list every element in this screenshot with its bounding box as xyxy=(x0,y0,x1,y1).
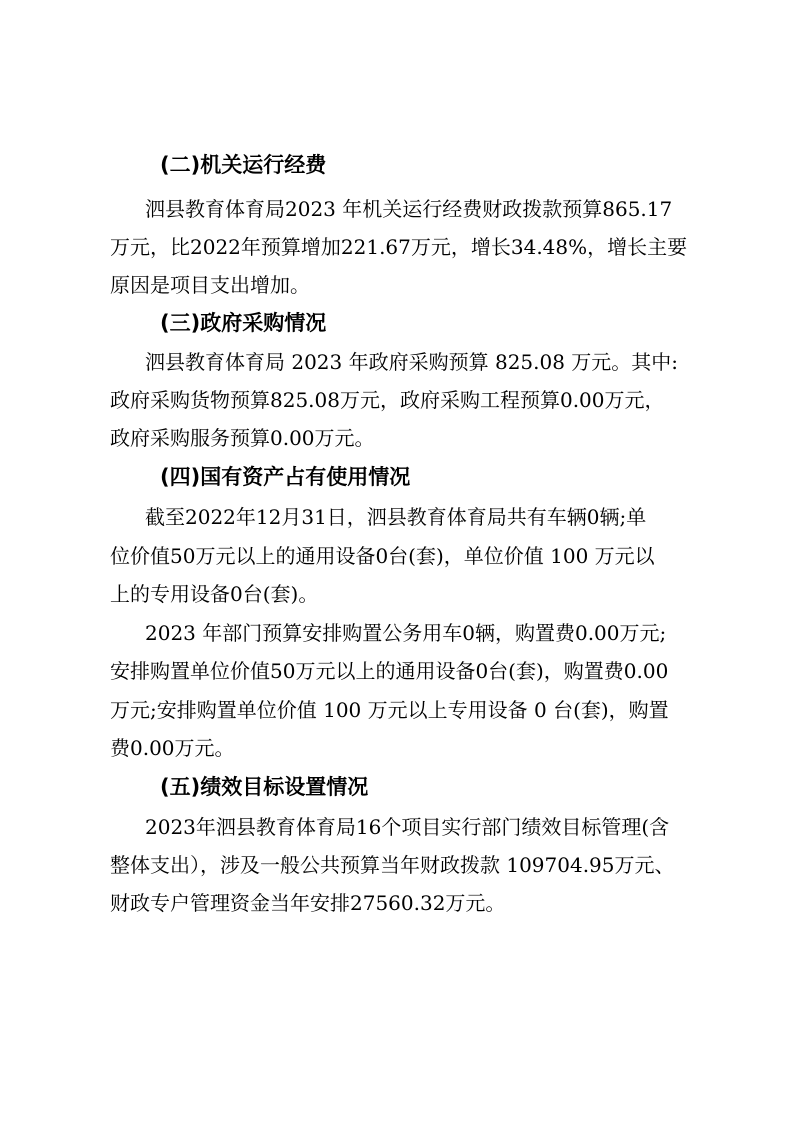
paragraph-line: 政府采购服务预算0.00万元。 xyxy=(110,426,375,450)
paragraph-line: 位价值50万元以上的通用设备0台(套)，单位价值 100 万元以 xyxy=(110,544,655,568)
paragraph-line: 政府采购货物预算825.08万元，政府采购工程预算0.00万元， xyxy=(110,388,665,412)
paragraph-line: 安排购置单位价值50万元以上的通用设备0台(套)，购置费0.00 xyxy=(110,659,669,683)
paragraph-line: 财政专户管理资金当年安排27560.32万元。 xyxy=(110,891,506,915)
paragraph-line: 泗县教育体育局 2023 年政府采购预算 825.08 万元。其中: xyxy=(145,350,679,374)
paragraph-line: 上的专用设备0台(套)。 xyxy=(110,582,319,606)
section-heading: (四)国有资产占有使用情况 xyxy=(160,465,411,489)
paragraph-line: 泗县教育体育局2023 年机关运行经费财政拨款预算865.17 xyxy=(145,197,673,221)
paragraph-line: 费0.00万元。 xyxy=(110,736,235,760)
section-heading: (三)政府采购情况 xyxy=(160,311,327,335)
paragraph-line: 万元;安排购置单位价值 100 万元以上专用设备 0 台(套)，购置 xyxy=(110,698,669,722)
paragraph-line: 原因是项目支出增加。 xyxy=(110,273,310,297)
paragraph-line: 万元，比2022年预算增加221.67万元，增长34.48%，增长主要 xyxy=(110,235,688,259)
paragraph-line: 2023年泗县教育体育局16个项目实行部门绩效目标管理(含 xyxy=(145,815,670,839)
paragraph-line: 截至2022年12月31日，泗县教育体育局共有车辆0辆;单 xyxy=(145,505,647,529)
section-heading: (二)机关运行经费 xyxy=(160,153,327,177)
section-heading: (五)绩效目标设置情况 xyxy=(160,775,369,799)
paragraph-line: 2023 年部门预算安排购置公务用车0辆，购置费0.00万元; xyxy=(145,621,667,645)
paragraph-line: 整体支出），涉及一般公共预算当年财政拨款 109704.95万元、 xyxy=(110,853,675,877)
